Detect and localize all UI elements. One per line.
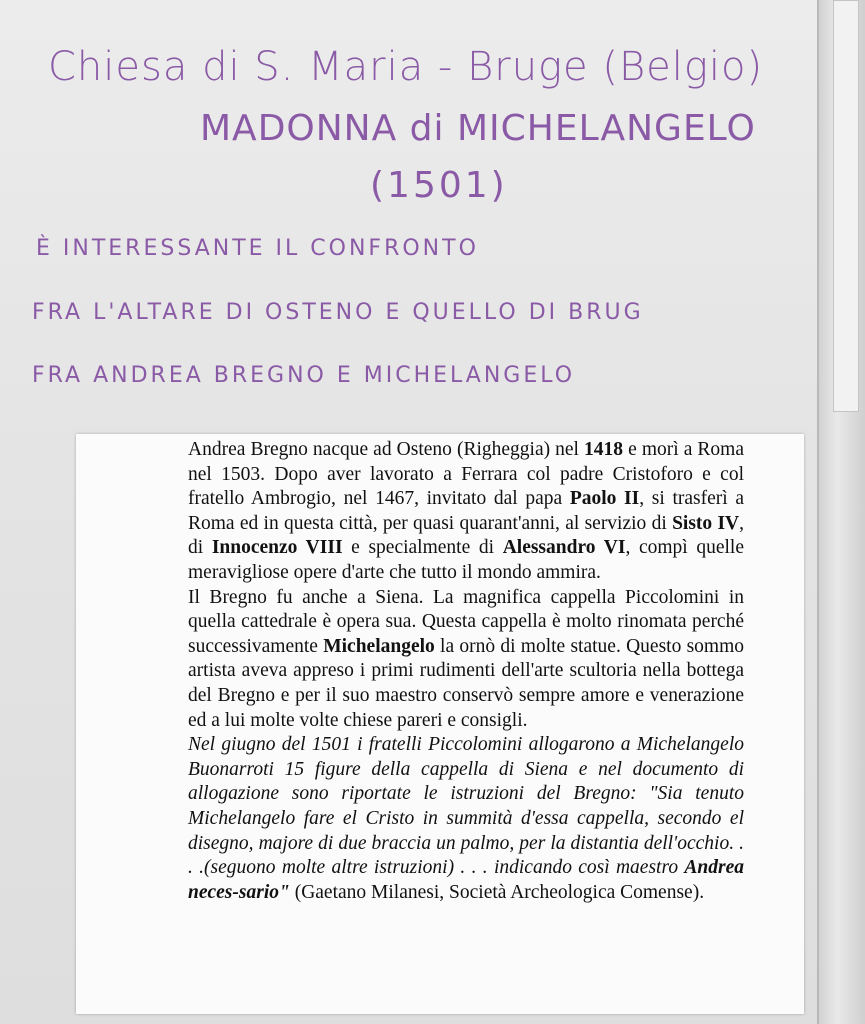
handwritten-title-church: Chiesa di S. Maria - Bruge (Belgio) bbox=[48, 44, 764, 90]
glass-strip bbox=[833, 0, 859, 412]
text-span: , di bbox=[188, 512, 744, 559]
handwritten-title-madonna: MADONNA di MICHELANGELO bbox=[200, 108, 756, 149]
bold-year: 1418 bbox=[584, 439, 624, 460]
handwritten-line-confronto: È INTERESSANTE IL CONFRONTO bbox=[36, 236, 479, 261]
text-span: Andrea Bregno nacque ad Osteno (Righeggia) nel bbox=[188, 439, 585, 460]
text-span: e specialmente di bbox=[342, 537, 503, 559]
bold-name-innocenzo: Innocenzo VIII bbox=[211, 537, 343, 559]
text-span: la ornò di molte statue. Questo sommo artista aveva appreso i primi rudimenti dell'arte scultoria nella bottega del Bregno e per il suo maestro conservò sempre amore e venerazione ed a lui molte volte chiese pareri e consigli. bbox=[188, 635, 745, 731]
bold-name-sisto: Sisto IV bbox=[672, 512, 740, 534]
printed-text bbox=[188, 438, 744, 905]
bold-name-alessandro: Alessandro VI bbox=[502, 537, 626, 559]
handwritten-title-year: (1501) bbox=[370, 165, 508, 206]
bold-name-andrea: Andrea neces-sario" bbox=[188, 857, 744, 903]
text-span: , compì quelle meravigliose opere d'arte che tutto il mondo ammira. bbox=[188, 537, 744, 583]
handwritten-line-altare: FRA L'ALTARE DI OSTENO E QUELLO DI BRUG bbox=[32, 300, 644, 325]
bold-name-paolo: Paolo II bbox=[569, 488, 640, 510]
citation-text: (Gaetano Milanesi, Società Archeologica Comense). bbox=[289, 881, 705, 903]
text-span: Nel giugno del 1501 i fratelli Piccolomini allogarono a Michelangelo Buonarroti 15 figure della cappella di Siena e nel documento di allogazione sono riportate le istruzioni del Bregno: "Sia tenuto Michelangelo fare el Cristo in summità d'essa cappella, secondo el disegno, majore di due braccia un palmo, per la distantia dell'occhio. . . .(seguono molte altre istruzioni) . . . indicando così maestro bbox=[188, 734, 744, 879]
display-case-edge bbox=[817, 0, 865, 1024]
text-span: , si trasferì a Roma ed in questa città, per quasi quarant'anni, al servizio di bbox=[188, 488, 744, 534]
printed-note bbox=[76, 434, 804, 1014]
bold-name-michelangelo: Michelangelo bbox=[323, 635, 435, 657]
text-span: e morì a Roma nel 1503. Dopo aver lavorato a Ferrara col padre Cristoforo e col fratello Ambrogio, nel 1467, invitato dal papa bbox=[188, 439, 745, 510]
paragraph-biography bbox=[188, 438, 744, 586]
paragraph-siena bbox=[188, 586, 744, 734]
text-span: Il Bregno fu anche a Siena. La magnifica cappella Piccolomini in quella cattedrale è opera sua. Questa cappella è molto rinomata perché successivamente bbox=[188, 586, 744, 657]
handwritten-line-artists: FRA ANDREA BREGNO E MICHELANGELO bbox=[32, 363, 576, 388]
paragraph-piccolomini bbox=[188, 733, 744, 905]
